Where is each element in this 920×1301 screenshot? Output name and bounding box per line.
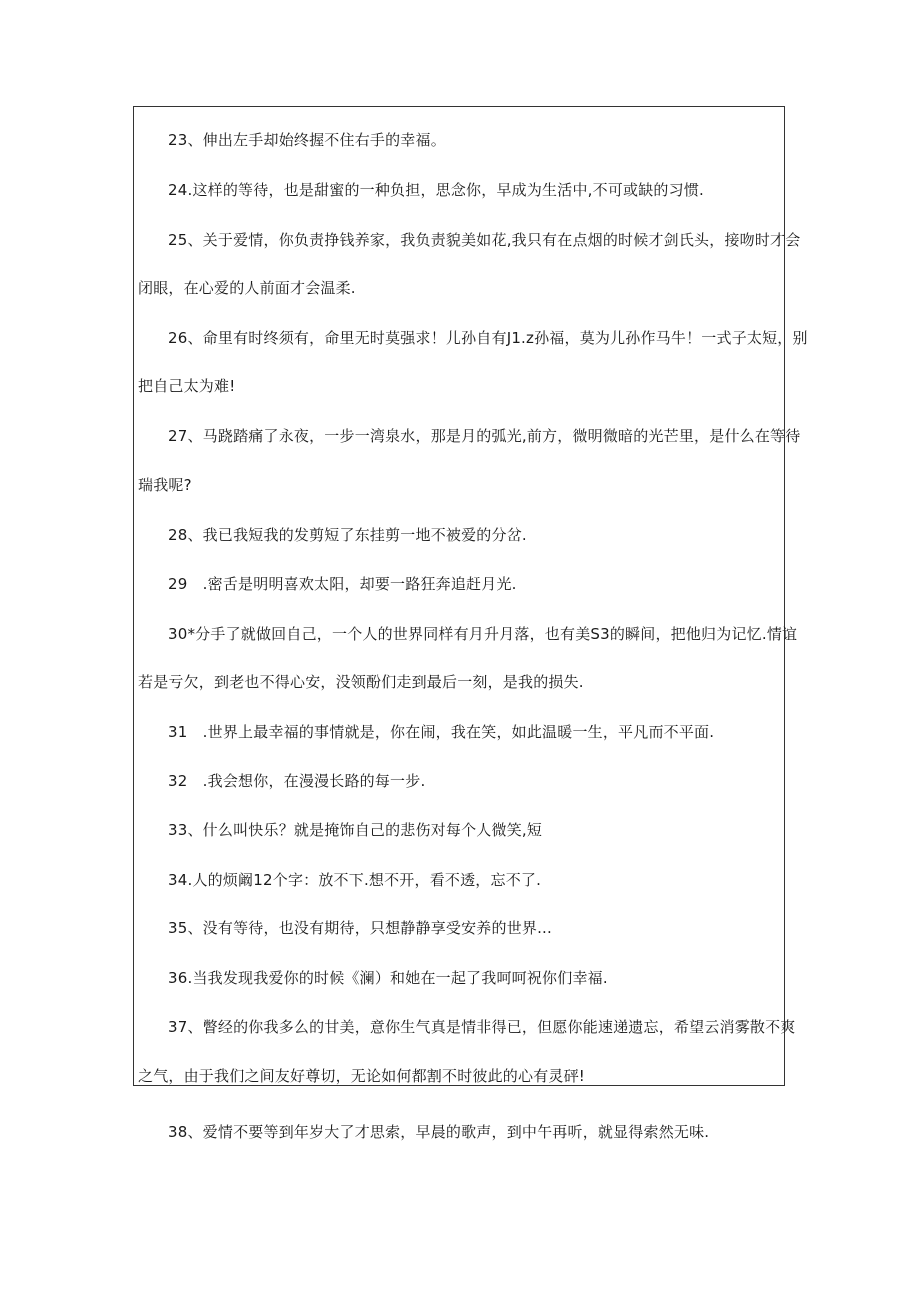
text-line-26-cont: 把自己太为难! — [138, 377, 236, 395]
text-line-27-cont: 瑞我呢? — [138, 476, 192, 494]
text-line-29: 29 .密舌是明明喜欢太阳，却要一路狂奔追赶月光. — [168, 575, 517, 593]
text-line-26: 26、命里有时终须有，命里无时莫强求！儿孙自有J1.z孙福，莫为儿孙作马牛！一式子太短，别 — [168, 329, 808, 347]
text-line-25: 25、关于爱情，你负责挣钱养家，我负责貌美如花,我只有在点烟的时候才剑氏头，接吻时才会 — [168, 231, 801, 249]
text-line-24: 24.这样的等待，也是甜蜜的一种负担，思念你，早成为生活中,不可或缺的习惯. — [168, 181, 704, 199]
text-line-30: 30*分手了就做回自己，一个人的世界同样有月升月落，也有美S3的瞬间，把他归为记忆.情谊 — [168, 625, 798, 643]
text-line-33: 33、什么叫快乐？就是掩饰自己的悲伤对每个人微笑,短 — [168, 821, 543, 839]
text-line-35: 35、没有等待，也没有期待，只想静静享受安养的世界... — [168, 919, 552, 937]
text-line-28: 28、我已我短我的发剪短了东挂剪一地不被爱的分岔. — [168, 526, 527, 544]
text-line-25-cont: 闭眼，在心爱的人前面才会温柔. — [138, 279, 356, 297]
document-frame — [133, 106, 785, 1086]
text-line-36: 36.当我发现我爱你的时候《澜）和她在一起了我呵呵祝你们幸福. — [168, 969, 608, 987]
text-line-30-cont: 若是亏欠，到老也不得心安，没领酚们走到最后一刻，是我的损失. — [138, 673, 584, 691]
text-line-32: 32 .我会想你，在漫漫长路的每一步. — [168, 772, 426, 790]
text-line-23: 23、伸出左手却始终握不住右手的幸福。 — [168, 131, 446, 149]
text-line-37: 37、瞥经的你我多么的甘美，意你生气真是情非得已，但愿你能速递遗忘，希望云消雾散不爽 — [168, 1018, 796, 1036]
text-line-38: 38、爱情不要等到年岁大了才思索，早晨的歌声，到中午再听，就显得索然无味. — [168, 1123, 710, 1141]
text-line-31: 31 .世界上最幸福的事情就是，你在闹，我在笑，如此温暖一生，平凡而不平面. — [168, 723, 715, 741]
text-line-34: 34.人的烦阚12个字：放不下.想不开，看不透，忘不了. — [168, 871, 542, 889]
text-line-27: 27、马跷踏痛了永夜，一步一湾泉水，那是月的弧光,前方，微明微暗的光芒里，是什么在等待 — [168, 427, 801, 445]
text-line-37-cont: 之气，由于我们之间友好尊切，无论如何都割不时彼此的心有灵砰! — [138, 1067, 586, 1085]
